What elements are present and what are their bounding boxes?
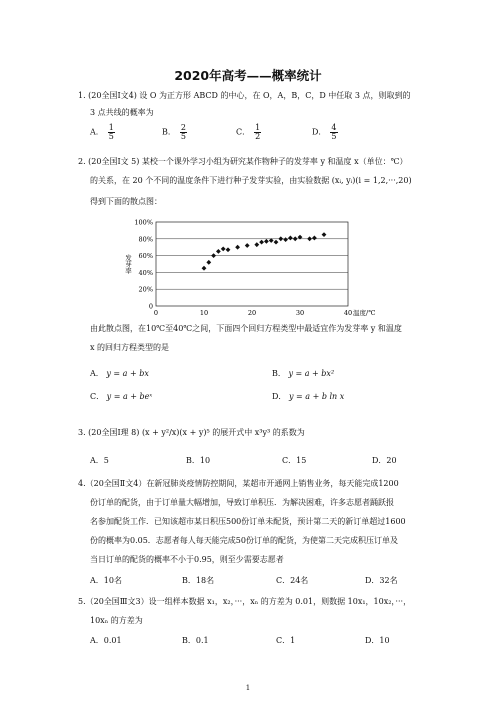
- y-tick-label: 40%: [138, 268, 153, 277]
- q4-option-b: B．18名: [182, 576, 215, 585]
- q5-option-a: A．0.01: [90, 636, 122, 645]
- q3-expression: (x + y²/x)(x + y)⁵ 的展开式中 x³y³ 的系数为: [141, 428, 305, 437]
- q1-option-d: D． $\frac{4}{5}$: [312, 123, 337, 141]
- x-tick-label: 10: [199, 309, 209, 317]
- q4-option-d: D．32名: [365, 576, 398, 585]
- data-point: [221, 246, 226, 251]
- q3-option-a: A．5: [90, 456, 109, 465]
- scatter-chart: [118, 212, 388, 324]
- q3-prefix: 3. (20全国Ⅰ理 8): [78, 428, 140, 437]
- q3-option-b: B．10: [186, 456, 211, 465]
- page-title: 2020年高考——概率统计: [174, 68, 322, 83]
- q2-line2: 的关系，在 20 个不同的温度条件下进行种子发芽实验，由实验数据 (xᵢ, yᵢ)(i = 1,2,···,20): [90, 176, 412, 185]
- data-point: [278, 236, 283, 241]
- data-point: [211, 253, 216, 258]
- y-tick-label: 0: [148, 302, 153, 311]
- x-tick-label: 0: [153, 309, 159, 317]
- x-tick-label: 40: [343, 309, 353, 317]
- q3-option-d: D．20: [372, 456, 397, 465]
- data-point: [235, 245, 240, 250]
- data-point: [312, 236, 317, 241]
- x-axis-label: 温度/℃: [353, 309, 376, 317]
- data-point: [288, 236, 293, 241]
- q1-option-a: A． $\frac{1}{5}$: [90, 123, 114, 141]
- q4-option-c: C．24名: [276, 576, 309, 585]
- data-point: [322, 232, 327, 237]
- q1-option-b: B． $\frac{2}{5}$: [162, 123, 186, 141]
- data-point: [254, 242, 259, 247]
- data-point: [307, 236, 312, 241]
- data-point: [259, 240, 264, 245]
- q3-line: [78, 428, 305, 438]
- y-tick-label: 100%: [134, 218, 153, 227]
- q5-line2: 10xₙ 的方差为: [90, 616, 143, 625]
- data-point: [245, 243, 250, 248]
- q2-after1: 由此散点图，在10℃至40℃之间，下面四个回归方程类型中最适宜作为发芽率 y 和温度: [90, 324, 402, 333]
- data-point: [226, 247, 231, 252]
- q5-option-d: D．10: [365, 636, 390, 645]
- q5-line1: 5.（20全国Ⅲ文3）设一组样本数据 x₁，x₂，···，xₙ 的方差为 0.01，则数据 10x₁，10x₂，···，: [78, 597, 412, 606]
- q1-line1: 1. (20全国Ⅰ文4) 设 O 为正方形 ABCD 的中心，在 O，A，B，C，D 中任取 3 点，则取到的: [78, 91, 411, 100]
- y-tick-label: 80%: [138, 235, 153, 244]
- q4-line3: 名参加配货工作．已知该超市某日积压500份订单未配货，预计第二天的新订单超过1600: [90, 517, 406, 526]
- q1-option-c: C． $\frac{1}{2}$: [236, 123, 261, 141]
- x-tick-label: 20: [247, 309, 257, 317]
- q2-option-a: A． y = a + bx: [90, 369, 149, 378]
- q4-line2: 份订单的配货，由于订单量大幅增加，导致订单积压．为解决困难，许多志愿者踊跃报: [90, 498, 394, 507]
- y-axis-label: 发芽率: [124, 254, 132, 274]
- data-point: [216, 249, 221, 254]
- y-tick-label: 60%: [138, 252, 153, 261]
- x-tick-label: 30: [295, 309, 305, 317]
- data-point: [206, 260, 211, 265]
- q2-line1: 2. (20全国Ⅰ文 5) 某校一个课外学习小组为研究某作物种子的发芽率 y 和温度 x（单位：℃）: [78, 157, 408, 166]
- y-tick-label: 20%: [138, 285, 153, 294]
- q2-option-c: C． y = a + beˣ: [90, 392, 153, 401]
- q2-option-d: D． y = a + b ln x: [272, 392, 345, 401]
- q4-option-a: A．10名: [90, 576, 122, 585]
- q4-line1: 4.（20全国Ⅱ文4）在新冠肺炎疫情防控期间，某超市开通网上销售业务，每天能完成1200: [78, 479, 399, 488]
- plot-area: [156, 222, 348, 306]
- q4-line4: 份的概率为0.05．志愿者每人每天能完成50份订单的配货，为使第二天完成积压订单及: [90, 536, 398, 545]
- data-point: [264, 239, 269, 244]
- q4-line5: 当日订单的配货的概率不小于0.95，则至少需要志愿者: [90, 555, 284, 564]
- data-point: [293, 236, 298, 241]
- q3-option-c: C．15: [282, 456, 307, 465]
- data-point: [274, 240, 279, 245]
- data-point: [283, 237, 288, 242]
- q5-option-b: B．0.1: [182, 636, 209, 645]
- page-number: 1: [245, 684, 251, 692]
- q2-after2: x 的回归方程类型的是: [90, 343, 170, 352]
- q2-option-b: B． y = a + bx²: [272, 369, 335, 378]
- q5-option-c: C．1: [276, 636, 296, 645]
- q1-line2: 3 点共线的概率为: [90, 108, 154, 117]
- q2-line3: 得到下面的散点图：: [90, 197, 162, 206]
- data-point: [202, 266, 207, 271]
